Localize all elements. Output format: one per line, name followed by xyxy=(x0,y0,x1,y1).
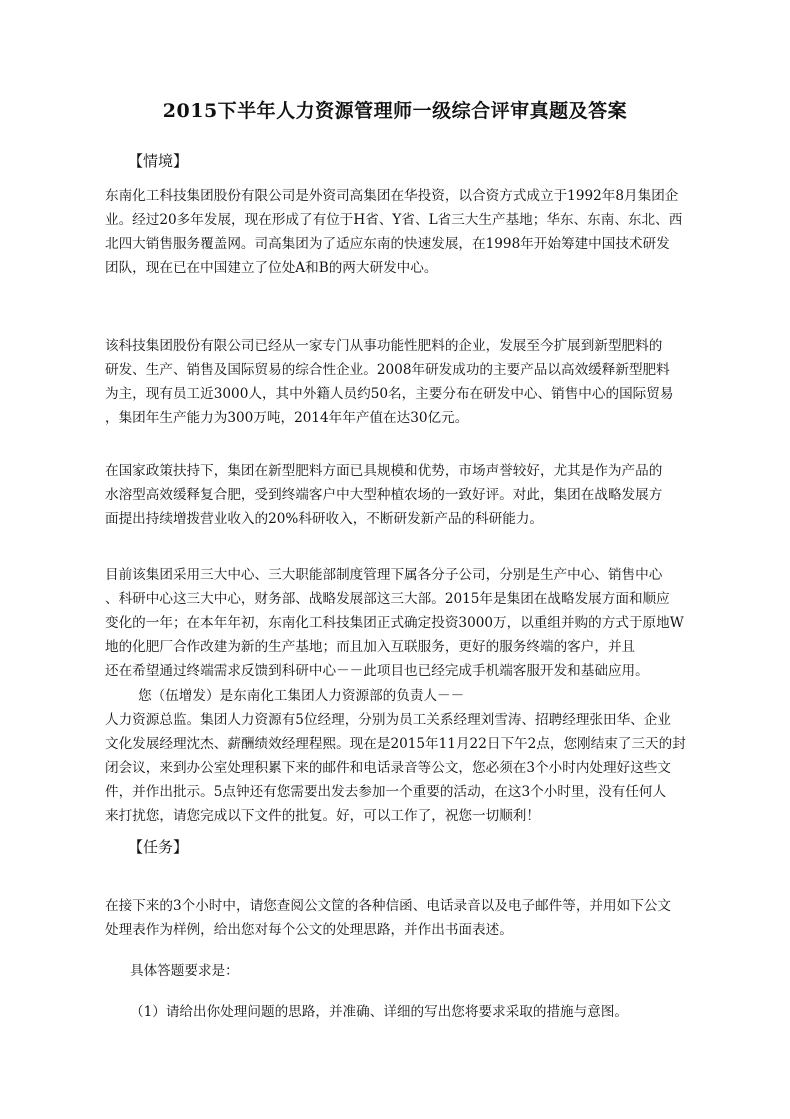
task-heading: 【任务】 xyxy=(128,838,189,856)
scenario-heading: 【情境】 xyxy=(128,152,189,170)
text-line: 目前该集团采用三大中心、三大职能部制度管理下属各分子公司，分别是生产中心、销售中心 xyxy=(105,567,663,583)
text-line: 面提出持续增拨营业收入的20%科研收入，不断研发新产品的科研能力。 xyxy=(105,511,544,527)
paragraph-policy-support xyxy=(105,459,695,531)
requirements-heading: 具体答题要求是： xyxy=(130,963,239,979)
text-line: 东南化工科技集团股份有限公司是外资司高集团在华投资，以合资方式成立于1992年8月集团企 xyxy=(105,188,679,204)
text-line: 在接下来的3个小时中，请您查阅公文筐的各种信函、电话录音以及电子邮件等，并用如下公文 xyxy=(105,898,671,914)
text-line: 业。经过20多年发展，现在形成了有位于H省、Y省、L省三大生产基地；华东、东南、东北、西 xyxy=(105,212,683,228)
text-line: 处理表作为样例，给出您对每个公文的处理思路，并作出书面表述。 xyxy=(105,922,513,938)
text-line: 还在希望通过终端需求反馈到科研中心－－此项目也已经完成手机端客服开发和基础应用。 xyxy=(105,663,649,679)
text-line: 闭会议，来到办公室处理积累下来的邮件和电话录音等公文，您必须在3个小时内处理好这些文 xyxy=(105,760,671,776)
text-line: 研发、生产、销售及国际贸易的综合性企业。2008年研发成功的主要产品以高效缓释新型肥料 xyxy=(105,362,670,378)
paragraph-company-intro xyxy=(105,184,695,280)
requirement-item-1: （1）请给出你处理问题的思路，并准确、详细的写出您将要求采取的措施与意图。 xyxy=(130,1004,629,1020)
text-line: 文化发展经理沈杰、薪酬绩效经理程熙。现在是2015年11月22日下午2点，您刚结束了三天的封 xyxy=(105,736,686,752)
text-line: 水溶型高效缓释复合肥，受到终端客户中大型种植农场的一致好评。对此，集团在战略发展方 xyxy=(105,487,663,503)
text-line: 变化的一年；在本年年初，东南化工科技集团正式确定投资3000万，以重组并购的方式于原地W xyxy=(105,615,684,631)
text-line: 该科技集团股份有限公司已经从一家专门从事功能性肥料的企业，发展至今扩展到新型肥料的 xyxy=(105,338,663,354)
text-line: 在国家政策扶持下，集团在新型肥料方面已具规模和优势，市场声誉较好，尤其是作为产品的 xyxy=(105,463,663,479)
paragraph-structure xyxy=(105,563,695,683)
text-line: 为主，现有员工近3000人，其中外籍人员约50名，主要分布在研发中心、销售中心的国际贸易 xyxy=(105,386,674,402)
document-title: 2015下半年人力资源管理师一级综合评审真题及答案 xyxy=(162,100,628,122)
text-line: ，集团年生产能力为300万吨，2014年年产值在达30亿元。 xyxy=(105,410,469,426)
text-line: 来打扰您，请您完成以下文件的批复。好，可以工作了，祝您一切顺利！ xyxy=(105,808,540,824)
text-line: 北四大销售服务覆盖网。司高集团为了适应东南的快速发展，在1998年开始筹建中国技术研发 xyxy=(105,236,670,252)
text-line: 人力资源总监。集团人力资源有5位经理，分别为员工关系经理刘雪涛、招聘经理张田华、企业 xyxy=(105,712,671,728)
paragraph-business-scope xyxy=(105,334,695,430)
paragraph-role-details xyxy=(105,708,695,828)
text-line: 地的化肥厂合作改建为新的生产基地；而且加入互联服务，更好的服务终端的客户，并且 xyxy=(105,639,636,655)
text-line: 件，并作出批示。5点钟还有您需要出发去参加一个重要的活动，在这3个小时里，没有任何人 xyxy=(105,784,667,800)
paragraph-role-intro: 您（伍增发）是东南化工集团人力资源部的负责人－－ xyxy=(138,688,465,704)
text-line: 团队，现在已在中国建立了位处A和B的两大研发中心。 xyxy=(105,260,438,276)
text-line: 、科研中心这三大中心，财务部、战略发展部这三大部。2015年是集团在战略发展方面和顺应 xyxy=(105,591,670,607)
paragraph-task xyxy=(105,894,695,942)
